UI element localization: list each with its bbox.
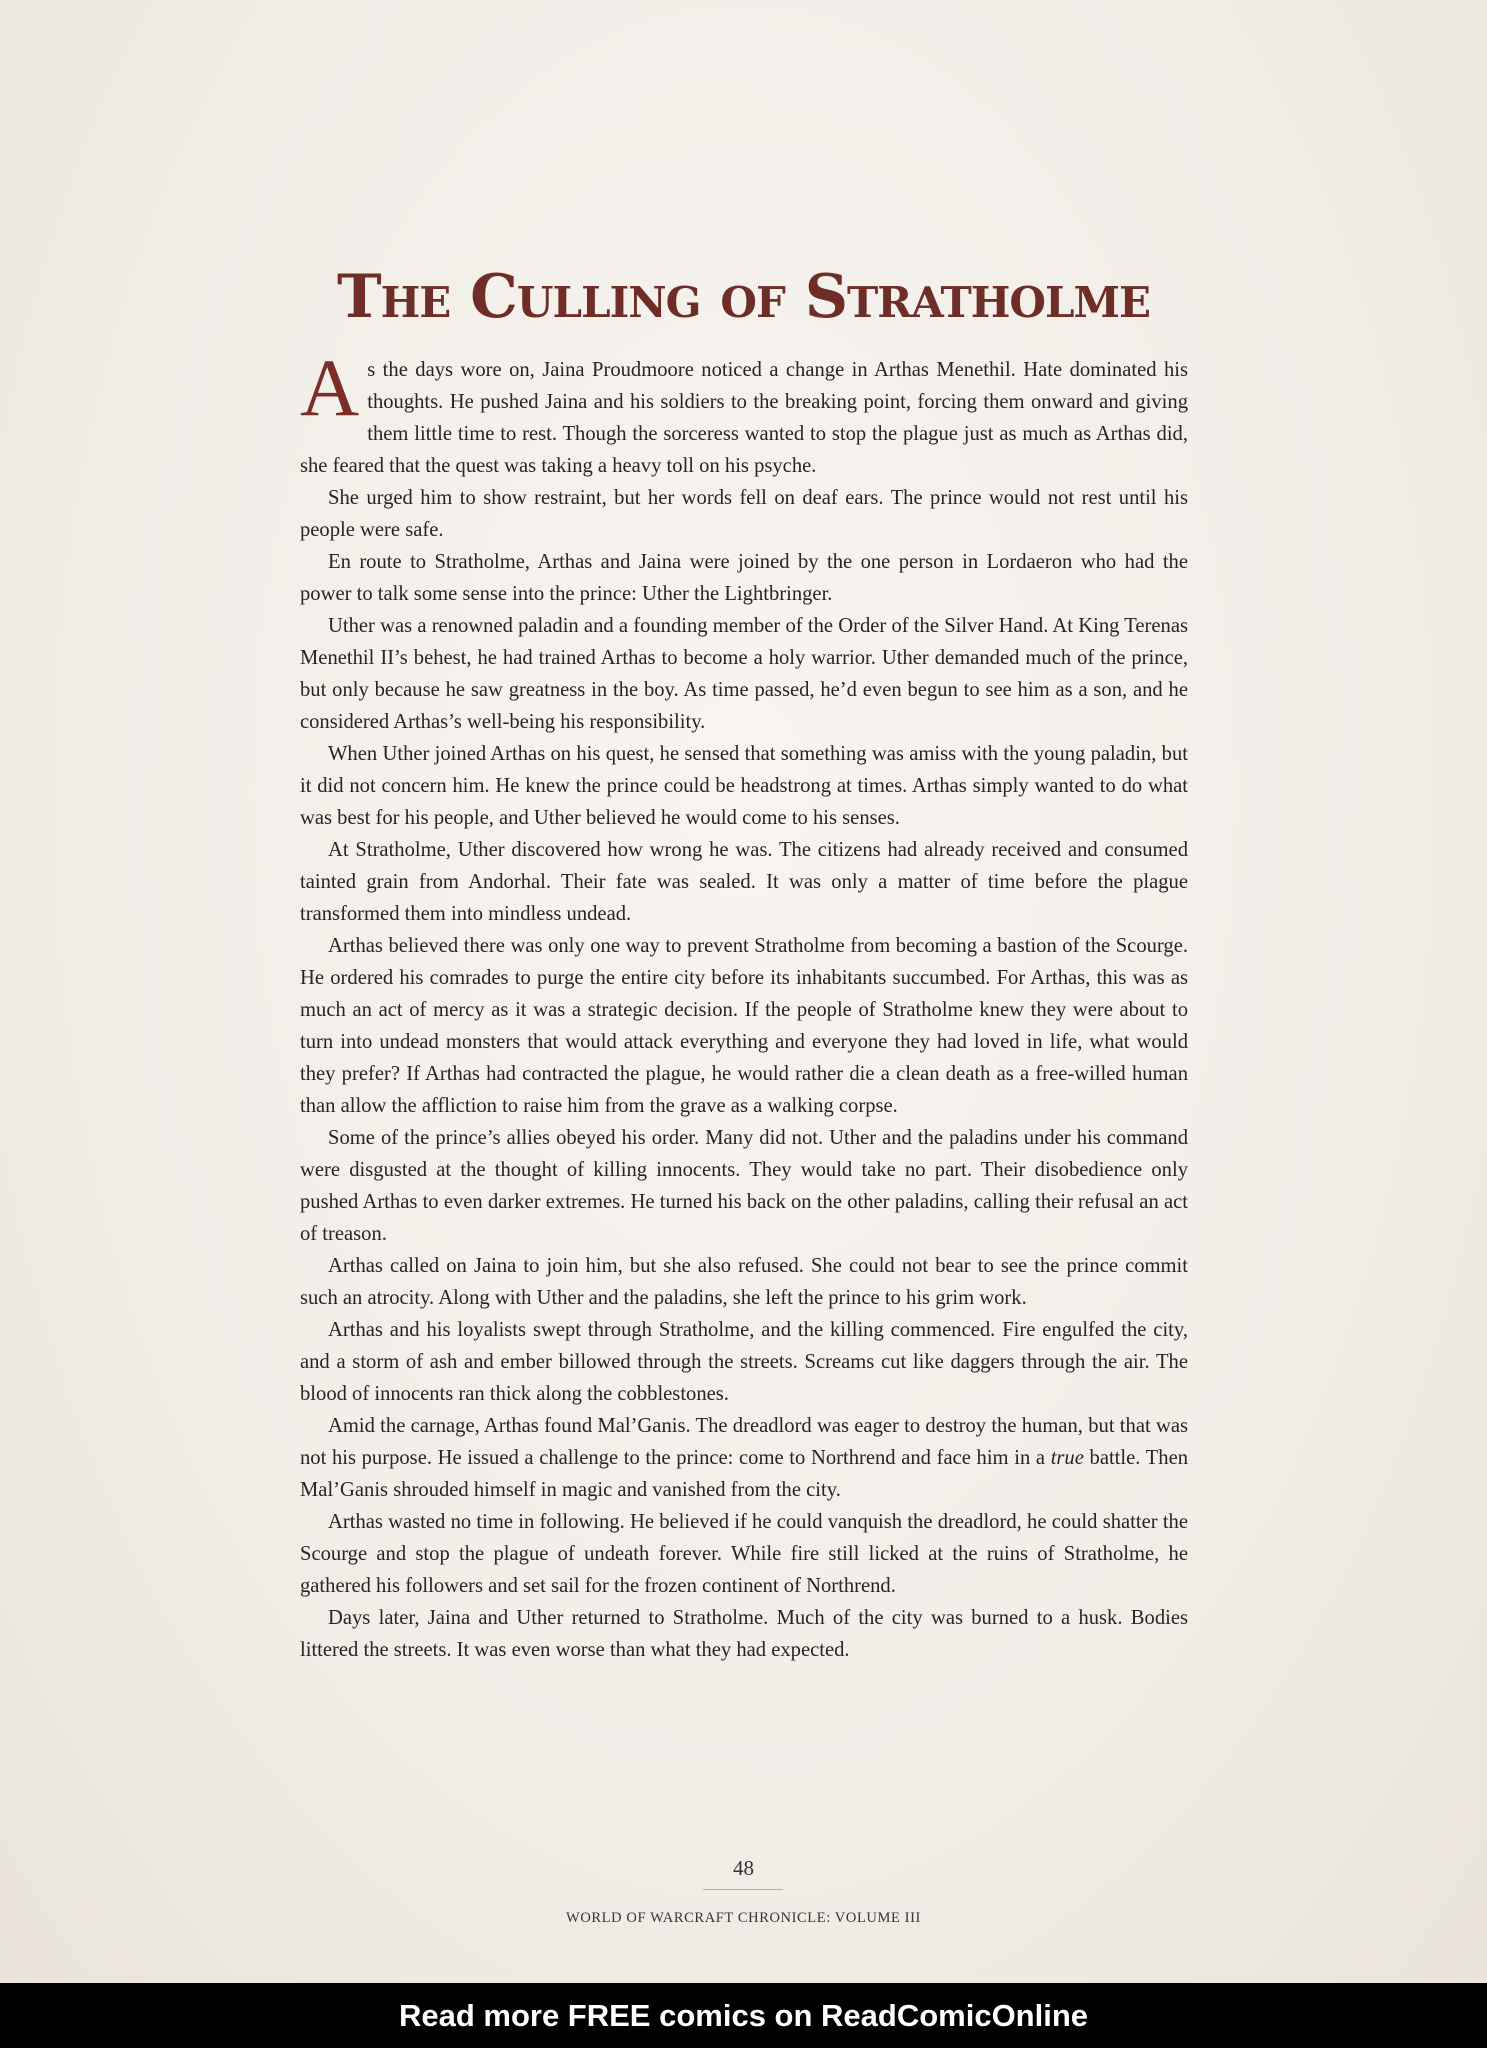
paragraph: Some of the prince’s allies obeyed his order. Many did not. Uther and the paladins under his command were disgusted at the thought of killing innocents. They would take no part. Their disobedience only pushed Arthas to even darker extremes. He turned his back on the other paladins, calling their refusal an act of treason. bbox=[300, 1127, 1188, 1245]
paragraph: When Uther joined Arthas on his quest, he sensed that something was amiss with the young paladin, but it did not concern him. He knew the prince could be headstrong at times. Arthas simply wanted to do what was best for his people, and Uther believed he would come to his senses. bbox=[300, 743, 1188, 829]
page-number: 48 bbox=[733, 1856, 754, 1880]
emphasis-text: true bbox=[1050, 1447, 1084, 1469]
paragraph: Days later, Jaina and Uther returned to Stratholme. Much of the city was burned to a husk. Bodies littered the streets. It was even worse than what they had expected. bbox=[300, 1607, 1188, 1661]
paragraph: Uther was a renowned paladin and a founding member of the Order of the Silver Hand. At King Terenas Menethil II’s behest, he had trained Arthas to become a holy warrior. Uther demanded much of the prince, but only because he saw greatness in the boy. As time passed, he’d even begun to see him as a son, and he considered Arthas’s well-being his responsibility. bbox=[300, 615, 1188, 733]
paragraph: Arthas believed there was only one way to prevent Stratholme from becoming a bastion of the Scourge. He ordered his comrades to purge the entire city before its inhabitants succumbed. For Arthas, this was as much an act of mercy as it was a strategic decision. If the people of Stratholme knew they were about to turn into undead monsters that would attack everything and everyone they had loved in life, what would they prefer? If Arthas had contracted the plague, he would rather die a clean death as a free-willed human than allow the affliction to raise him from the grave as a walking corpse. bbox=[300, 935, 1188, 1117]
chapter-title: The Culling of Stratholme bbox=[336, 262, 1151, 332]
paragraph: Arthas wasted no time in following. He believed if he could vanquish the dreadlord, he could shatter the Scourge and stop the plague of undeath forever. While fire still licked at the ruins of Stratholme, he gathered his followers and set sail for the frozen continent of Northrend. bbox=[300, 1511, 1188, 1597]
paragraph bbox=[300, 1410, 1188, 1506]
paragraph: She urged him to show restraint, but her words fell on deaf ears. The prince would not rest until his people were safe. bbox=[300, 487, 1188, 541]
paragraph: At Stratholme, Uther discovered how wrong he was. The citizens had already received and consumed tainted grain from Andorhal. Their fate was sealed. It was only a matter of time before the plague transformed them into mindless undead. bbox=[300, 839, 1188, 925]
paragraph-text: s the days wore on, Jaina Proudmoore noticed a change in Arthas Menethil. Hate dominated his thoughts. He pushed Jaina and his soldiers to the breaking point, forcing them onward and giving them little time to rest. Though the sorceress wanted to stop the plague just as much as Arthas did, she feared that the quest was taking a heavy toll on his psyche. bbox=[300, 359, 1188, 477]
drop-cap: A bbox=[300, 342, 360, 433]
paragraph-text: Amid the carnage, Arthas found Mal’Ganis. The dreadlord was eager to destroy the human, but that was not his purpose. He issued a challenge to the prince: come to Northrend and face him in a bbox=[300, 1415, 1188, 1469]
running-footer: WORLD OF WARCRAFT CHRONICLE: VOLUME III bbox=[566, 1910, 921, 1926]
paragraph bbox=[300, 342, 1188, 482]
paragraph: En route to Stratholme, Arthas and Jaina were joined by the one person in Lordaeron who had the power to talk some sense into the prince: Uther the Lightbringer. bbox=[300, 551, 1188, 605]
paragraph-text: battle. Then Mal’Ganis shrouded himself in magic and vanished from the city. bbox=[300, 1447, 1188, 1501]
promo-banner[interactable]: Read more FREE comics on ReadComicOnline bbox=[0, 1983, 1487, 2048]
paragraph: Arthas and his loyalists swept through Stratholme, and the killing commenced. Fire engulfed the city, and a storm of ash and ember billowed through the streets. Screams cut like daggers through the air. The blood of innocents ran thick along the cobblestones. bbox=[300, 1319, 1188, 1405]
chapter-body bbox=[300, 342, 1188, 1666]
paragraph: Arthas called on Jaina to join him, but she also refused. She could not bear to see the prince commit such an atrocity. Along with Uther and the paladins, she left the prince to his grim work. bbox=[300, 1255, 1188, 1309]
footer-divider bbox=[703, 1889, 783, 1890]
